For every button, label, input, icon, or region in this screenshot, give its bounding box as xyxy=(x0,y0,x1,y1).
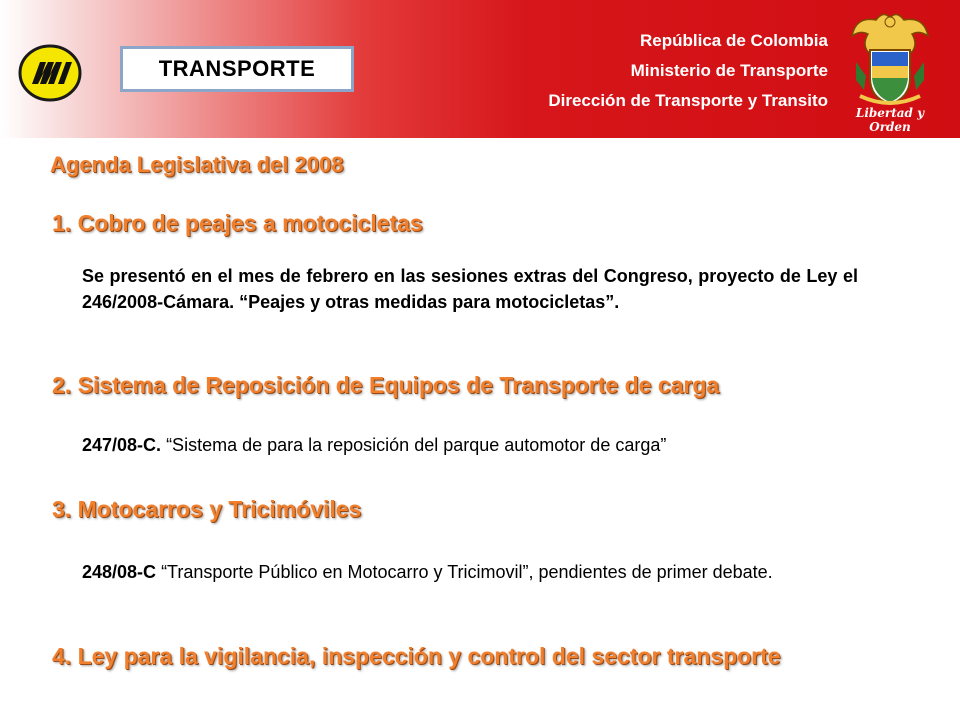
item-3-body xyxy=(82,559,822,585)
section-label: TRANSPORTE xyxy=(120,46,354,92)
item-1-number: 1. xyxy=(52,210,72,236)
page-title: Agenda Legislativa del 2008 xyxy=(50,152,344,177)
item-1-title: Cobro de peajes a motocicletas xyxy=(77,210,423,236)
ministerio-logo-icon xyxy=(18,44,82,102)
item-2-code: 247/08-C. xyxy=(82,435,162,455)
item-1-body: Se presentó en el mes de febrero en las sesiones extras del Congreso, proyecto de Ley el 246/2008-Cámara. “Peajes y otras medidas para motocicletas”. xyxy=(82,266,858,312)
government-header xyxy=(548,26,828,116)
header-banner xyxy=(0,0,960,138)
gov-line-ministry: Ministerio de Transporte xyxy=(630,61,828,80)
gov-line-republic: República de Colombia xyxy=(640,31,828,50)
item-2-text: “Sistema de para la reposición del parque automotor de carga” xyxy=(161,435,667,455)
item-2-heading: 2. Sistema de Reposición de Equipos de Transporte de carga xyxy=(52,372,720,398)
item-2-body xyxy=(82,432,882,458)
item-1-heading xyxy=(52,210,423,237)
item-3-heading: 3. Motocarros y Tricimóviles xyxy=(52,496,362,522)
item-4-heading: 4. Ley para la vigilancia, inspección y control del sector transporte xyxy=(52,643,781,669)
crest-motto: Libertad y Orden xyxy=(855,106,925,134)
item-3-text: “Transporte Público en Motocarro y Tricimovil”, pendientes de primer debate. xyxy=(156,562,773,582)
item-3-code: 248/08-C xyxy=(82,562,157,582)
gov-line-direction: Dirección de Transporte y Transito xyxy=(548,91,828,110)
